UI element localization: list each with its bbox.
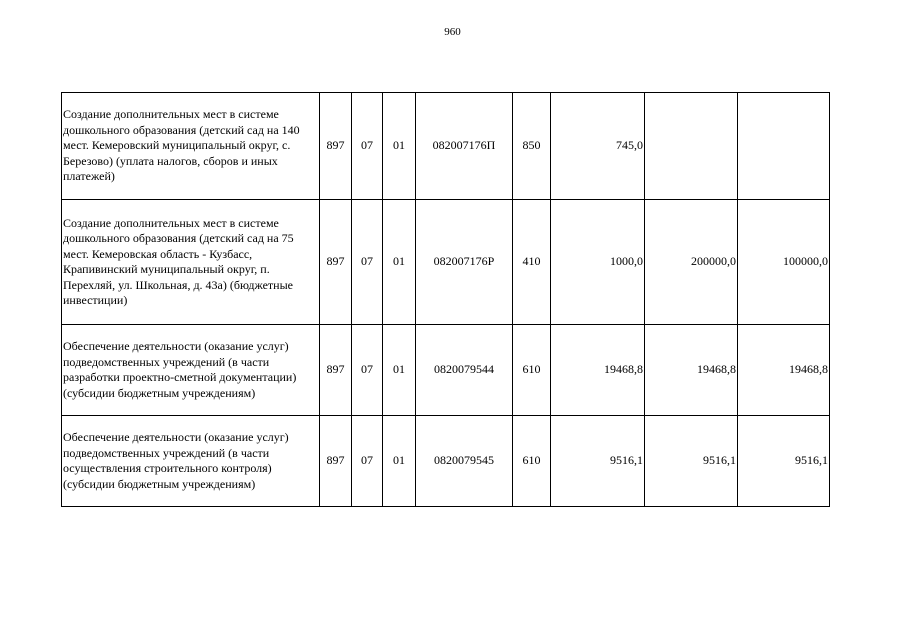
department-code: 897	[320, 325, 352, 416]
amount-year-3: 100000,0	[738, 200, 830, 325]
amount-year-3	[738, 93, 830, 200]
amount-year-1: 1000,0	[551, 200, 645, 325]
budget-table	[61, 92, 830, 507]
section-code: 07	[352, 416, 383, 507]
table-row	[62, 325, 830, 416]
subsection-code: 01	[383, 93, 416, 200]
amount-year-3: 19468,8	[738, 325, 830, 416]
target-article-code: 0820079544	[416, 325, 513, 416]
subsection-code: 01	[383, 325, 416, 416]
target-article-code: 082007176Р	[416, 200, 513, 325]
subsection-code: 01	[383, 416, 416, 507]
department-code: 897	[320, 416, 352, 507]
target-article-code: 082007176П	[416, 93, 513, 200]
expense-type-code: 410	[513, 200, 551, 325]
amount-year-2	[645, 93, 738, 200]
amount-year-1: 745,0	[551, 93, 645, 200]
expense-type-code: 610	[513, 416, 551, 507]
amount-year-1: 19468,8	[551, 325, 645, 416]
department-code: 897	[320, 93, 352, 200]
row-description: Создание дополнительных мест в системе дошкольного образования (детский сад на 140 мест. Кемеровский муниципальный округ, с. Березово) (уплата налогов, сборов и иных платежей)	[62, 93, 320, 200]
table-row	[62, 200, 830, 325]
expense-type-code: 850	[513, 93, 551, 200]
section-code: 07	[352, 93, 383, 200]
row-description: Обеспечение деятельности (оказание услуг) подведомственных учреждений (в части осуществления строительного контроля) (субсидии бюджетным учреждениям)	[62, 416, 320, 507]
department-code: 897	[320, 200, 352, 325]
row-description: Создание дополнительных мест в системе дошкольного образования (детский сад на 75 мест. Кемеровская область - Кузбасс, Крапивинский муниципальный округ, п. Перехляй, ул. Школьная, д. 43а) (бюджетные инвестиции)	[62, 200, 320, 325]
amount-year-1: 9516,1	[551, 416, 645, 507]
row-description: Обеспечение деятельности (оказание услуг) подведомственных учреждений (в части разработки проектно-сметной документации) (субсидии бюджетным учреждениям)	[62, 325, 320, 416]
amount-year-2: 200000,0	[645, 200, 738, 325]
table-row	[62, 93, 830, 200]
target-article-code: 0820079545	[416, 416, 513, 507]
section-code: 07	[352, 325, 383, 416]
page-number: 960	[444, 26, 461, 38]
amount-year-2: 9516,1	[645, 416, 738, 507]
expense-type-code: 610	[513, 325, 551, 416]
section-code: 07	[352, 200, 383, 325]
amount-year-3: 9516,1	[738, 416, 830, 507]
amount-year-2: 19468,8	[645, 325, 738, 416]
subsection-code: 01	[383, 200, 416, 325]
table-row	[62, 416, 830, 507]
